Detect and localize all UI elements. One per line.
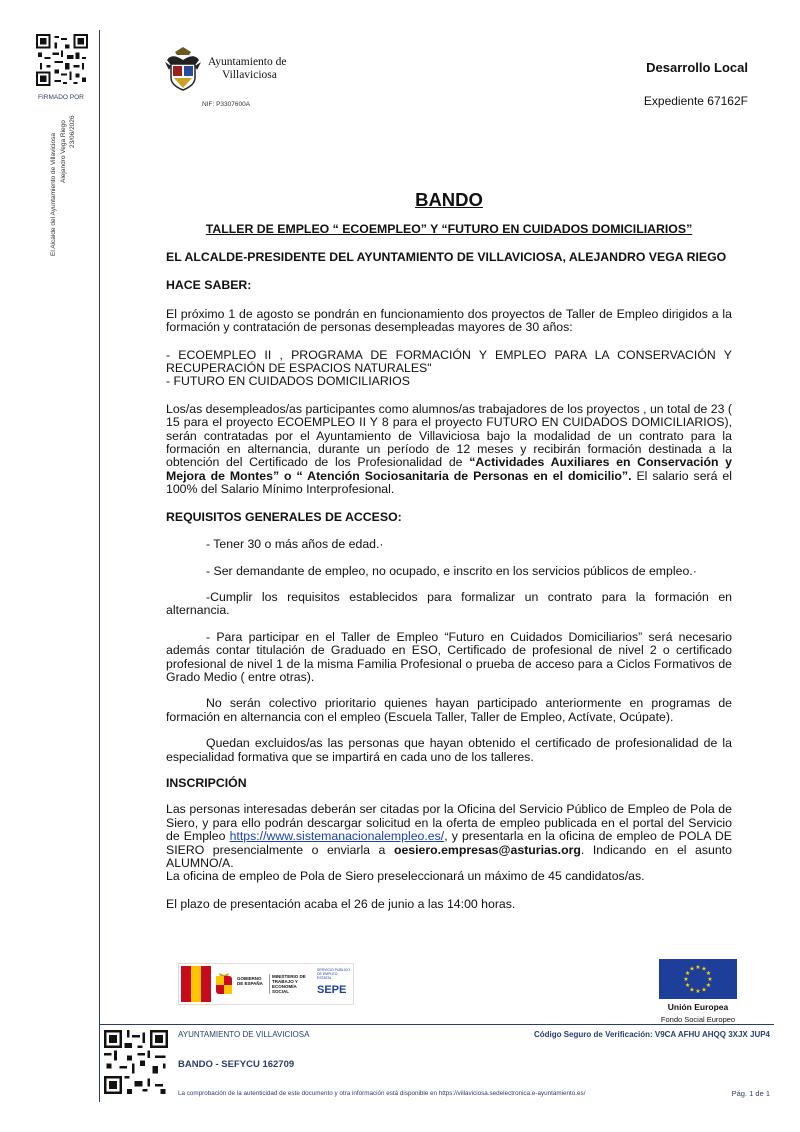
svg-text:★: ★ (689, 965, 695, 973)
inscription-text-3: . Indicando en el asunto ALUMNO/A. (166, 842, 732, 870)
esf-label: Fondo Social Europeo (660, 1015, 736, 1024)
certificate-names: “Actividades Auxiliares en Conservación y Mejora de Montes” o “ Atención Sociosanitaria de Personas en el domicilio”. (166, 455, 732, 483)
authenticity-note: La comprobación de la autenticidad de este documento y otra información está disponible en https://villaviciosa.sedelectronica.e-ayuntamiento.es/ (178, 1090, 586, 1097)
footer-organization: AYUNTAMIENTO DE VILLAVICIOSA (178, 1030, 310, 1039)
spain-coat-of-arms-icon (213, 972, 235, 996)
spain-flag-yellow-stripe (191, 966, 201, 1002)
page-number: Pág. 1 de 1 (731, 1089, 770, 1098)
project-item-2: - FUTURO EN CUIDADOS DOMICILIARIOS (166, 374, 410, 389)
svg-text:★: ★ (701, 965, 707, 973)
requirement-qualification: - Para participar en el Taller de Empleo “Futuro en Cuidados Domiciliarios” será necesario además contar titulación de Graduado en ESO, Certificado de profesional de nivel 2 o certificado profesional de nivel 1 de la misma Familia Profesional o prueba de acceso para a Ciclos Formativos de Grado Medio ( entre otras). (166, 629, 732, 684)
signer-role: El Alcalde del Ayuntamiento de Villaviciosa (50, 133, 57, 256)
office-email[interactable]: oesiero.empresas@asturias.org (393, 842, 581, 857)
sepe-full-name: SERVICIO PÚBLICO DE EMPLEO ESTATAL (317, 968, 351, 980)
participants-paragraph (166, 403, 732, 497)
requirement-age: - Tener 30 o más años de edad.· (206, 537, 384, 552)
project-item-1: - ECOEMPLEO II , PROGRAMA DE FORMACIÓN Y EMPLEO PARA LA CONSERVACIÓN Y RECUPERACIÓN DE ESPACIOS NATURALES" (166, 347, 732, 376)
requirements-heading: REQUISITOS GENERALES DE ACCESO: (166, 509, 402, 524)
svg-text:★: ★ (701, 986, 707, 994)
government-label: GOBIERNO DE ESPAÑA (237, 976, 263, 986)
employment-portal-link[interactable]: https://www.sistemanacionalempleo.es/ (229, 829, 445, 844)
spain-flag-red-stripe (181, 966, 191, 1002)
footer-document-id: BANDO - SEFYCU 162709 (178, 1059, 295, 1070)
svg-text:★: ★ (683, 976, 689, 983)
footer-frame-line (99, 1024, 774, 1025)
svg-text:★: ★ (684, 982, 691, 989)
nif-label: NIF: P3307600A (202, 101, 251, 108)
eu-label: Unión Europea (667, 1002, 729, 1012)
svg-text:★: ★ (705, 982, 712, 989)
requirement-contract: -Cumplir los requisitos establecidos para formalizar un contrato para la formación en alternancia. (166, 589, 732, 618)
svg-text:★: ★ (684, 970, 691, 977)
participants-text: Los/as desempleados/as participantes como alumnos/as trabajadores de los proyectos , un total de 23 ( 15 para el proyecto ECOEMPLEO II Y 8 para el proyecto FUTURO EN CUIDADOS DOMICILIARIOS), serán contratadas por el Ayuntamiento de Villaviciosa bajo la modalidad de un contrato para la formación en alternancia, durante un período de 12 meses y recibirán formación destinada a la obtención del Certificado de los Profesionalidad de (166, 401, 732, 470)
eu-stars (659, 959, 737, 999)
inscription-text: Las personas interesadas deberán ser citadas por la Oficina del Servicio Público de Empleo de Pola de Siero, y para ello podrán descargar solicitud en la oferta de empleo publicada en el portal del Servicio de Empleo (166, 802, 732, 844)
requirement-unemployed: - Ser demandante de empleo, no ocupado, e inscrito en los servicios públicos de empleo.· (206, 563, 697, 578)
svg-text:★: ★ (689, 986, 695, 994)
municipality-name-line2: Villaviciosa (222, 69, 277, 81)
signer-name: Alejandro Vega Riego (60, 120, 67, 183)
department-title: Desarrollo Local (646, 60, 748, 75)
verification-code: Código Seguro de Verificación: V9CA AFHU AHQQ 3XJX JUP4 (533, 1030, 770, 1039)
inscription-paragraph (166, 803, 732, 870)
salary-text: El salario será el 100% del Salario Mínimo Interprofesional. (166, 468, 732, 497)
eu-flag-icon (659, 959, 737, 999)
municipal-coat-of-arms-icon (163, 46, 203, 92)
document-body (166, 251, 732, 911)
intro-paragraph: El próximo 1 de agosto se pondrán en funcionamiento dos proyectos de Taller de Empleo dirigidos a la formación y contratación de personas desempleadas mayores de 30 años: (166, 306, 732, 335)
hace-saber-heading: HACE SABER: (166, 278, 252, 293)
spain-flag-red-stripe-2 (201, 966, 211, 1002)
signature-date: 23/06/2026 (69, 115, 76, 148)
mayor-heading: EL ALCALDE-PRESIDENTE DEL AYUNTAMIENTO DE VILLAVICIOSA, ALEJANDRO VEGA RIEGO (166, 250, 727, 264)
signed-by-label: FIRMADO POR (38, 94, 84, 101)
municipality-name-line1: Ayuntamiento de (208, 56, 287, 68)
ministry-label: MINISTERIO DE TRABAJO Y ECONOMÍA SOCIAL (269, 974, 314, 994)
document-title: BANDO (415, 189, 483, 210)
preselection-note: La oficina de empleo de Pola de Siero preseleccionará un máximo de 45 candidatos/as. (166, 869, 645, 884)
svg-text:★: ★ (695, 988, 701, 995)
svg-text:★: ★ (695, 964, 701, 971)
municipality-name (208, 56, 286, 82)
svg-text:★: ★ (705, 970, 712, 977)
sepe-label: SEPE (317, 984, 347, 996)
inscription-heading: INSCRIPCIÓN (166, 775, 247, 790)
document-subtitle: TALLER DE EMPLEO “ ECOEMPLEO” Y “FUTURO EN CUIDADOS DOMICILIARIOS” (205, 222, 693, 236)
qr-code-footer (104, 1030, 168, 1094)
exclusion-note: Quedan excluidos/as las personas que hayan obtenido el certificado de profesionalidad de la especialidad formativa que se impartirá en cada uno de los talleres. (166, 736, 732, 764)
file-number: Expediente 67162F (643, 94, 748, 108)
left-frame-line (99, 30, 100, 1102)
government-sepe-logo (178, 963, 354, 1005)
non-priority-note: No serán colectivo prioritario quienes hayan participado anteriormente en programas de formación en alternancia con el empleo (Escuela Taller, Taller de Empleo, Actívate, Ocúpate). (166, 696, 732, 724)
deadline-note: El plazo de presentación acaba el 26 de junio a las 14:00 horas. (166, 896, 516, 911)
inscription-text-2: , y presentarla en la oficina de empleo de POLA DE SIERO presencialmente o enviarla a (166, 829, 732, 857)
svg-text:★: ★ (707, 976, 713, 983)
qr-code-top (36, 34, 88, 86)
